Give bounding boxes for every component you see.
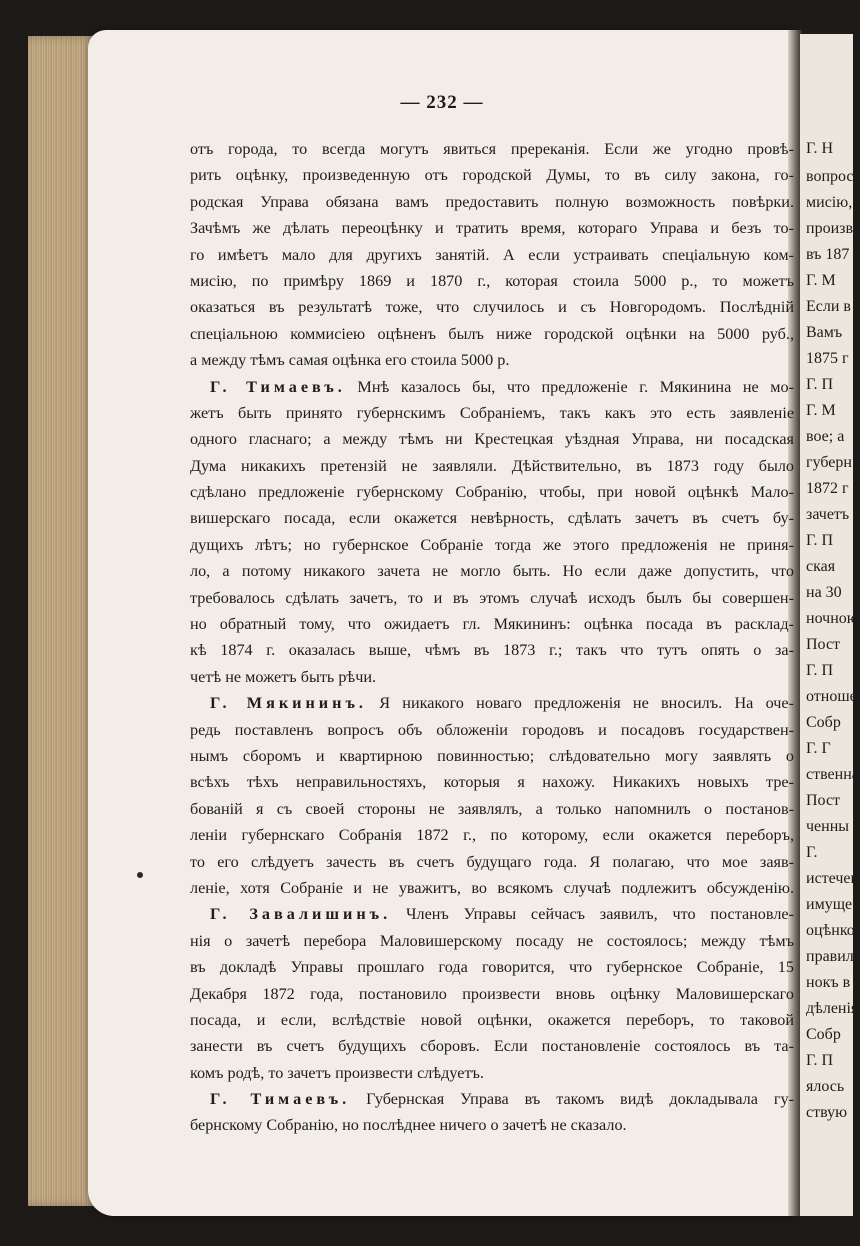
next-page-line: ночною — [806, 610, 859, 627]
text-line: Зачѣмъ же дѣлать переоцѣнку и тратить время, котораго Управа и безъ то- — [190, 219, 794, 238]
speech-text: Губернская Управа въ такомъ видѣ докладывала гу- — [366, 1090, 794, 1109]
text-line: комъ родѣ, то зачетъ произвести слѣдуетъ. — [190, 1063, 484, 1082]
next-page-line: Г. П — [806, 376, 833, 393]
text-line: но обратный тому, что ожидаетъ гл. Мякининъ: оцѣнка посада въ расклад- — [190, 615, 794, 634]
text-line: го имѣетъ мало для другихъ занятій. А если устраивать спеціальную ком- — [190, 245, 794, 264]
next-page-line: Г. Г — [806, 740, 831, 757]
body-text — [190, 136, 794, 1139]
next-page-line: дѣленія — [806, 1000, 859, 1017]
next-page-line: Г. М — [806, 402, 836, 419]
next-page-line: Г. Н — [806, 140, 833, 157]
ink-spot — [137, 872, 143, 878]
next-page-line: произве — [806, 220, 860, 237]
text-line: редь поставленъ вопросъ объ обложеніи городовъ и посадовъ государствен- — [190, 720, 794, 739]
next-page-line: вопрос — [806, 168, 854, 185]
text-line: всѣхъ тѣхъ неправильностяхъ, которыя я нахожу. Никакихъ новыхъ тре- — [190, 773, 794, 792]
next-page-line: нокъ в — [806, 974, 851, 991]
text-line: нія о зачетѣ перебора Маловишерскому посаду не состоялось; между тѣмъ — [190, 931, 794, 950]
next-page-line: правил — [806, 948, 854, 965]
speaker-name: Г. Завалишинъ. — [210, 905, 392, 924]
next-page-line: Г. — [806, 844, 818, 861]
text-line: спеціальною коммисіею оцѣненъ былъ ниже городской оцѣнки на 5000 руб., — [190, 324, 794, 343]
next-page-line: мисію, — [806, 194, 853, 211]
next-page-line: вое; а — [806, 428, 845, 445]
next-page-line: ченны — [806, 818, 850, 835]
next-page-line: Вамъ — [806, 324, 843, 341]
text-line: нымъ сборомъ и квартирною повинностью; слѣдовательно могу заявлять о — [190, 746, 794, 765]
text-line: вишерскаго посада, если окажется невѣрность, сдѣлать зачетъ въ счетъ бу- — [190, 509, 794, 528]
next-page-line: зачетъ — [806, 506, 850, 523]
text-line: леніи губернскаго Собранія 1872 г., по которому, если окажется переборъ, — [190, 826, 794, 845]
next-page-fragment — [800, 34, 860, 1216]
text-line: сдѣлано предложеніе губернскому Собранію, чтобы, при новой оцѣнкѣ Мало- — [190, 483, 794, 502]
next-page-line: ская — [806, 558, 836, 575]
text-line: одного гласнаго; а между тѣмъ ни Крестецкая уѣздная Управа, ни посадская — [190, 430, 794, 449]
text-line: бернскому Собранію, но послѣднее ничего о зачетѣ не сказало. — [190, 1116, 627, 1135]
speech-text: Я никакого новаго предложенія не вносилъ. На оче- — [379, 694, 794, 713]
text-line: Декабря 1872 года, постановило произвести вновь оцѣнку Маловишерскаго — [190, 984, 794, 1003]
next-page-line: оцѣнко — [806, 922, 855, 939]
text-line: ло, а потому никакого зачета не могло быть. Но если даже допустить, что — [190, 562, 794, 581]
next-page-line: Г. П — [806, 1052, 833, 1069]
text-line: Дума никакихъ претензій не заявляли. Дѣйствительно, въ 1873 году было — [190, 456, 794, 475]
speech-text: Членъ Управы сейчасъ заявилъ, что постановле- — [405, 905, 794, 924]
next-page-line: Если в — [806, 298, 851, 315]
next-page-line: на 30 — [806, 584, 842, 601]
text-line: рить оцѣнку, произведенную отъ городской Думы, то въ силу закона, го- — [190, 166, 794, 185]
next-page-line: 1872 г — [806, 480, 849, 497]
text-line: жетъ быть принято губернскимъ Собраніемъ, такъ какъ это есть заявленіе — [190, 403, 794, 422]
text-line: бованій я съ своей стороны не заявлялъ, а только напомнилъ о постанов- — [190, 799, 794, 818]
next-page-line: Пост — [806, 636, 841, 653]
next-page-line: Г. М — [806, 272, 836, 289]
next-page-line: истечен — [806, 870, 860, 887]
text-line: требовалось сдѣлать зачетъ, то и въ этомъ случаѣ исходъ былъ бы совершен- — [190, 588, 794, 607]
speaker-name: Г. Тимаевъ. — [210, 377, 346, 396]
text-line: въ докладѣ Управы прошлаго года говорится, что губернское Собраніе, 15 — [190, 958, 794, 977]
next-page-line: отноше — [806, 688, 857, 705]
next-page-line: въ 187 — [806, 246, 850, 263]
speech-line — [190, 374, 794, 400]
next-page-line: Собр — [806, 714, 841, 731]
speaker-name: Г. Тимаевъ. — [210, 1090, 351, 1109]
speech-text: Мнѣ казалось бы, что предложеніе г. Мякинина не мо- — [357, 377, 794, 396]
next-page-line: ствую — [806, 1104, 848, 1121]
next-page-line: Пост — [806, 792, 841, 809]
text-line: оказаться въ результатѣ тоже, что случилось и съ Новгородомъ. Послѣдній — [190, 298, 794, 317]
text-line: то его слѣдуетъ зачесть въ счетъ будущаго года. Я полагаю, что мое заяв- — [190, 852, 794, 871]
next-page-line: имущес — [806, 896, 860, 913]
speech-line — [190, 901, 794, 927]
next-page-line: Г. П — [806, 662, 833, 679]
text-line: кѣ 1874 г. оказалась выше, чѣмъ въ 1873 г.; такъ что тутъ опять о за- — [190, 641, 794, 660]
next-page-line: ственна — [806, 766, 859, 783]
text-line: занести въ счетъ будущихъ сборовъ. Если постановленіе состоялось въ та- — [190, 1037, 794, 1056]
next-page-line: 1875 г — [806, 350, 849, 367]
text-line: а между тѣмъ самая оцѣнка его стоила 5000 р. — [190, 351, 510, 370]
text-line: родская Управа обязана вамъ предоставить полную возможность повѣрки. — [190, 192, 794, 211]
page-number: — 232 — — [400, 92, 484, 113]
text-line: четѣ не можетъ быть рѣчи. — [190, 667, 377, 686]
next-page-line: губерн — [806, 454, 852, 471]
next-page-line: Г. П — [806, 532, 833, 549]
text-line: дущихъ лѣтъ; но губернское Собраніе тогда же этого предложенія не приня- — [190, 535, 794, 554]
text-line: посада, и если, вслѣдствіе новой оцѣнки, окажется переборъ, то таковой — [190, 1010, 794, 1029]
text-line: леніе, хотя Собраніе и не уважитъ, во всякомъ случаѣ подлежитъ обсужденію. — [190, 878, 794, 897]
text-line: мисію, по примѣру 1869 и 1870 г., которая стоила 5000 р., то можетъ — [190, 271, 794, 290]
speech-line — [190, 1086, 794, 1112]
next-page-line: Собр — [806, 1026, 841, 1043]
speaker-name: Г. Мякининъ. — [210, 694, 367, 713]
next-page-line: ялось — [806, 1078, 845, 1095]
text-line: отъ города, то всегда могутъ явиться пререканія. Если же угодно провѣ- — [190, 140, 794, 158]
speech-line — [190, 690, 794, 716]
